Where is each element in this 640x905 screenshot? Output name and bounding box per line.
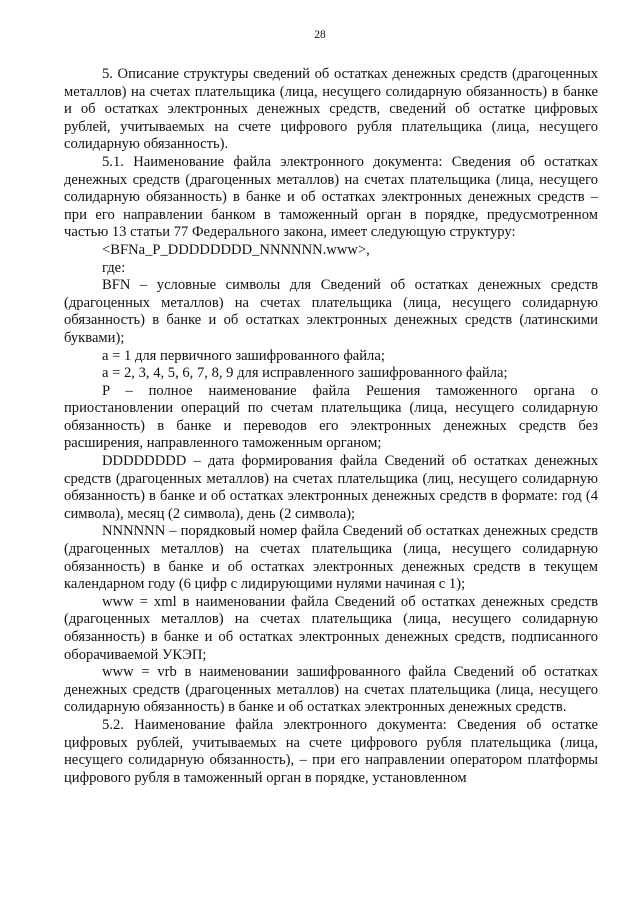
definition-www-xml: www = xml в наименовании файла Сведений об остатках денежных средств (драгоценных металлов) на счетах плательщика (лица, несущего солидарную обязанность) в банке и об остатках электронных денежных средств, подписанного оборачиваемой УКЭП; [64, 593, 598, 663]
definition-sequence-number: NNNNNN – порядковый номер файла Сведений об остатках денежных средств (драгоценных металлов) на счетах плательщика (лица, несущего солидарную обязанность) в банке и об остатках электронных денежных средств в текущем календарном году (6 цифр с лидирующими нулями начиная с 1); [64, 523, 598, 593]
page-number: 28 [314, 29, 326, 41]
section-5-2-paragraph: 5.2. Наименование файла электронного документа: Сведения об остатке цифровых рублей, учитываемых на счете цифрового рубля плательщика (лица, несущего солидарную обязанность), – при его направлении оператором платформы цифрового рубля в таможенный орган в порядке, установленном [64, 716, 598, 786]
definition-p: P – полное наименование файла Решения таможенного органа о приостановлении операций по счетам плательщика (лица, несущего солидарную обязанность) в банке и переводов его электронных денежных средств без расширения, направленного таможенным органом; [64, 382, 598, 452]
section-5-1-paragraph: 5.1. Наименование файла электронного документа: Сведения об остатках денежных средств (драгоценных металлов) на счетах плательщика (лица, несущего солидарную обязанность) в банке и об остатках электронных денежных средств – при его направлении банком в таможенный орган в порядке, предусмотренном частью 13 статьи 77 Федерального закона, имеет следующую структуру: [64, 153, 598, 241]
definition-date: DDDDDDDD – дата формирования файла Сведений об остатках денежных средств (драгоценных металлов) на счетах плательщика (лиц, несущего солидарную обязанность) в банке и об остатках электронных денежных средств в формате: год (4 символа), месяц (2 символа), день (2 символа); [64, 453, 598, 522]
definition-bfn: BFN – условные символы для Сведений об остатках денежных средств (драгоценных металлов) на счетах плательщика (лица, несущего солидарную обязанность) в банке и об остатках электронных денежных средств (латинскими буквами); [64, 277, 598, 346]
definition-a-primary: a = 1 для первичного зашифрованного файла; [102, 347, 385, 364]
definition-www-vrb: www = vrb в наименовании зашифрованного файла Сведений об остатках денежных средств (драгоценных металлов) на счетах плательщика (лица, несущего солидарную обязанность) в банке и об остатках электронных денежных средств. [64, 664, 598, 716]
document-body [64, 66, 598, 787]
section-5-heading: 5. Описание структуры сведений об остатках денежных средств (драгоценных металлов) на счетах плательщика (лица, несущего солидарную обязанность) в банке и об остатках электронных денежных средств, сведений об остатке цифровых рублей, учитываемых на счете цифрового рубля плательщика (лица, несущего солидарную обязанность). [64, 66, 598, 153]
where-label: где: [102, 259, 126, 276]
definition-a-corrected: a = 2, 3, 4, 5, 6, 7, 8, 9 для исправленного зашифрованного файла; [102, 365, 508, 382]
filename-structure: <BFNa_P_DDDDDDDD_NNNNNN.www>, [102, 241, 370, 258]
